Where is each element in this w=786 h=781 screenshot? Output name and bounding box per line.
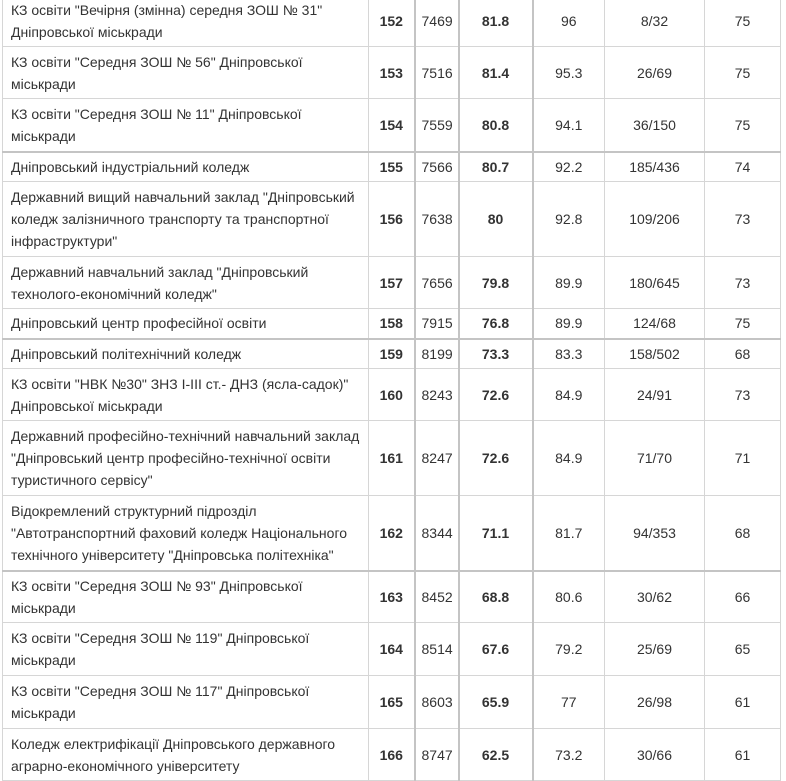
table-row bbox=[3, 182, 781, 257]
score: 80.7 bbox=[459, 152, 533, 182]
institution-name: КЗ освіти "Середня ЗОШ № 117" Дніпровської міськради bbox=[3, 676, 369, 729]
institution-name: Дніпровський центр професійної освіти bbox=[3, 309, 369, 339]
code: 7915 bbox=[415, 309, 459, 339]
ratio: 26/69 bbox=[605, 47, 705, 99]
code: 8247 bbox=[415, 421, 459, 496]
percent: 95.3 bbox=[533, 47, 605, 99]
ratio: 158/502 bbox=[605, 339, 705, 369]
percent: 84.9 bbox=[533, 421, 605, 496]
percent: 89.9 bbox=[533, 309, 605, 339]
rank: 164 bbox=[369, 623, 415, 676]
table-row bbox=[3, 729, 781, 781]
rank: 158 bbox=[369, 309, 415, 339]
rank: 153 bbox=[369, 47, 415, 99]
ratio: 30/66 bbox=[605, 729, 705, 781]
code: 7516 bbox=[415, 47, 459, 99]
ratio: 24/91 bbox=[605, 369, 705, 421]
institution-name: Державний навчальний заклад "Дніпровський технолого-економічний коледж" bbox=[3, 257, 369, 309]
grade: 75 bbox=[705, 309, 781, 339]
table-row bbox=[3, 99, 781, 152]
table-row bbox=[3, 676, 781, 729]
percent: 92.8 bbox=[533, 182, 605, 257]
code: 8603 bbox=[415, 676, 459, 729]
ratio: 36/150 bbox=[605, 99, 705, 152]
grade: 66 bbox=[705, 571, 781, 623]
code: 8514 bbox=[415, 623, 459, 676]
table-row bbox=[3, 496, 781, 571]
rank: 162 bbox=[369, 496, 415, 571]
table-row bbox=[3, 257, 781, 309]
grade: 74 bbox=[705, 152, 781, 182]
ratio: 71/70 bbox=[605, 421, 705, 496]
grade: 68 bbox=[705, 496, 781, 571]
institution-name: Дніпровський індустріальний коледж bbox=[3, 152, 369, 182]
table-row bbox=[3, 339, 781, 369]
table-row bbox=[3, 421, 781, 496]
table-row bbox=[3, 152, 781, 182]
table-row bbox=[3, 369, 781, 421]
percent: 80.6 bbox=[533, 571, 605, 623]
rank: 154 bbox=[369, 99, 415, 152]
table-row bbox=[3, 623, 781, 676]
rank: 166 bbox=[369, 729, 415, 781]
code: 8199 bbox=[415, 339, 459, 369]
score: 62.5 bbox=[459, 729, 533, 781]
percent: 83.3 bbox=[533, 339, 605, 369]
grade: 73 bbox=[705, 182, 781, 257]
score: 72.6 bbox=[459, 421, 533, 496]
rank: 159 bbox=[369, 339, 415, 369]
rank: 160 bbox=[369, 369, 415, 421]
score: 79.8 bbox=[459, 257, 533, 309]
percent: 89.9 bbox=[533, 257, 605, 309]
table-row bbox=[3, 309, 781, 339]
rank: 155 bbox=[369, 152, 415, 182]
code: 8243 bbox=[415, 369, 459, 421]
table-row bbox=[3, 571, 781, 623]
score: 81.4 bbox=[459, 47, 533, 99]
ratio: 94/353 bbox=[605, 496, 705, 571]
grade: 73 bbox=[705, 257, 781, 309]
grade: 61 bbox=[705, 729, 781, 781]
code: 7559 bbox=[415, 99, 459, 152]
grade: 68 bbox=[705, 339, 781, 369]
percent: 92.2 bbox=[533, 152, 605, 182]
table-row bbox=[3, 47, 781, 99]
percent: 84.9 bbox=[533, 369, 605, 421]
score: 68.8 bbox=[459, 571, 533, 623]
rank: 152 bbox=[369, 0, 415, 47]
institution-name: Коледж електрифікації Дніпровського державного аграрно-економічного університету bbox=[3, 729, 369, 781]
score: 67.6 bbox=[459, 623, 533, 676]
institution-name: Державний професійно-технічний навчальний заклад "Дніпровський центр професійно-технічної освіти туристичного сервісу" bbox=[3, 421, 369, 496]
grade: 75 bbox=[705, 47, 781, 99]
institution-name: КЗ освіти "Середня ЗОШ № 93" Дніпровської міськради bbox=[3, 571, 369, 623]
rank: 163 bbox=[369, 571, 415, 623]
score: 65.9 bbox=[459, 676, 533, 729]
grade: 61 bbox=[705, 676, 781, 729]
institution-name: Відокремлений структурний підрозділ "Автотранспортний фаховий коледж Національного технічного університету "Дніпровська політехніка" bbox=[3, 496, 369, 571]
score: 72.6 bbox=[459, 369, 533, 421]
score: 81.8 bbox=[459, 0, 533, 47]
code: 8747 bbox=[415, 729, 459, 781]
code: 7469 bbox=[415, 0, 459, 47]
institution-name: Державний вищий навчальний заклад "Дніпровський коледж залізничного транспорту та транспортної інфраструктури" bbox=[3, 182, 369, 257]
institution-name: Дніпровський політехнічний коледж bbox=[3, 339, 369, 369]
ratio: 109/206 bbox=[605, 182, 705, 257]
score: 73.3 bbox=[459, 339, 533, 369]
score: 80.8 bbox=[459, 99, 533, 152]
ratio: 124/68 bbox=[605, 309, 705, 339]
code: 7656 bbox=[415, 257, 459, 309]
institution-name: КЗ освіти "Вечірня (змінна) середня ЗОШ № 31" Дніпровської міськради bbox=[3, 0, 369, 47]
percent: 96 bbox=[533, 0, 605, 47]
code: 7566 bbox=[415, 152, 459, 182]
percent: 77 bbox=[533, 676, 605, 729]
institution-name: КЗ освіти "НВК №30" ЗНЗ І-ІІІ ст.- ДНЗ (ясла-садок)" Дніпровської міськради bbox=[3, 369, 369, 421]
ratio: 25/69 bbox=[605, 623, 705, 676]
grade: 65 bbox=[705, 623, 781, 676]
rank: 157 bbox=[369, 257, 415, 309]
rank: 161 bbox=[369, 421, 415, 496]
code: 8452 bbox=[415, 571, 459, 623]
ratio: 8/32 bbox=[605, 0, 705, 47]
institution-name: КЗ освіти "Середня ЗОШ № 56" Дніпровської міськради bbox=[3, 47, 369, 99]
score: 71.1 bbox=[459, 496, 533, 571]
institution-name: КЗ освіти "Середня ЗОШ № 11" Дніпровської міськради bbox=[3, 99, 369, 152]
ratio: 185/436 bbox=[605, 152, 705, 182]
score: 76.8 bbox=[459, 309, 533, 339]
percent: 73.2 bbox=[533, 729, 605, 781]
ratio: 26/98 bbox=[605, 676, 705, 729]
code: 7638 bbox=[415, 182, 459, 257]
rank: 165 bbox=[369, 676, 415, 729]
table-row bbox=[3, 0, 781, 47]
score: 80 bbox=[459, 182, 533, 257]
institution-name: КЗ освіти "Середня ЗОШ № 119" Дніпровської міськради bbox=[3, 623, 369, 676]
grade: 71 bbox=[705, 421, 781, 496]
ratio: 30/62 bbox=[605, 571, 705, 623]
grade: 73 bbox=[705, 369, 781, 421]
percent: 81.7 bbox=[533, 496, 605, 571]
code: 8344 bbox=[415, 496, 459, 571]
school-rating-table bbox=[2, 0, 781, 781]
rank: 156 bbox=[369, 182, 415, 257]
percent: 79.2 bbox=[533, 623, 605, 676]
grade: 75 bbox=[705, 99, 781, 152]
grade: 75 bbox=[705, 0, 781, 47]
percent: 94.1 bbox=[533, 99, 605, 152]
ratio: 180/645 bbox=[605, 257, 705, 309]
